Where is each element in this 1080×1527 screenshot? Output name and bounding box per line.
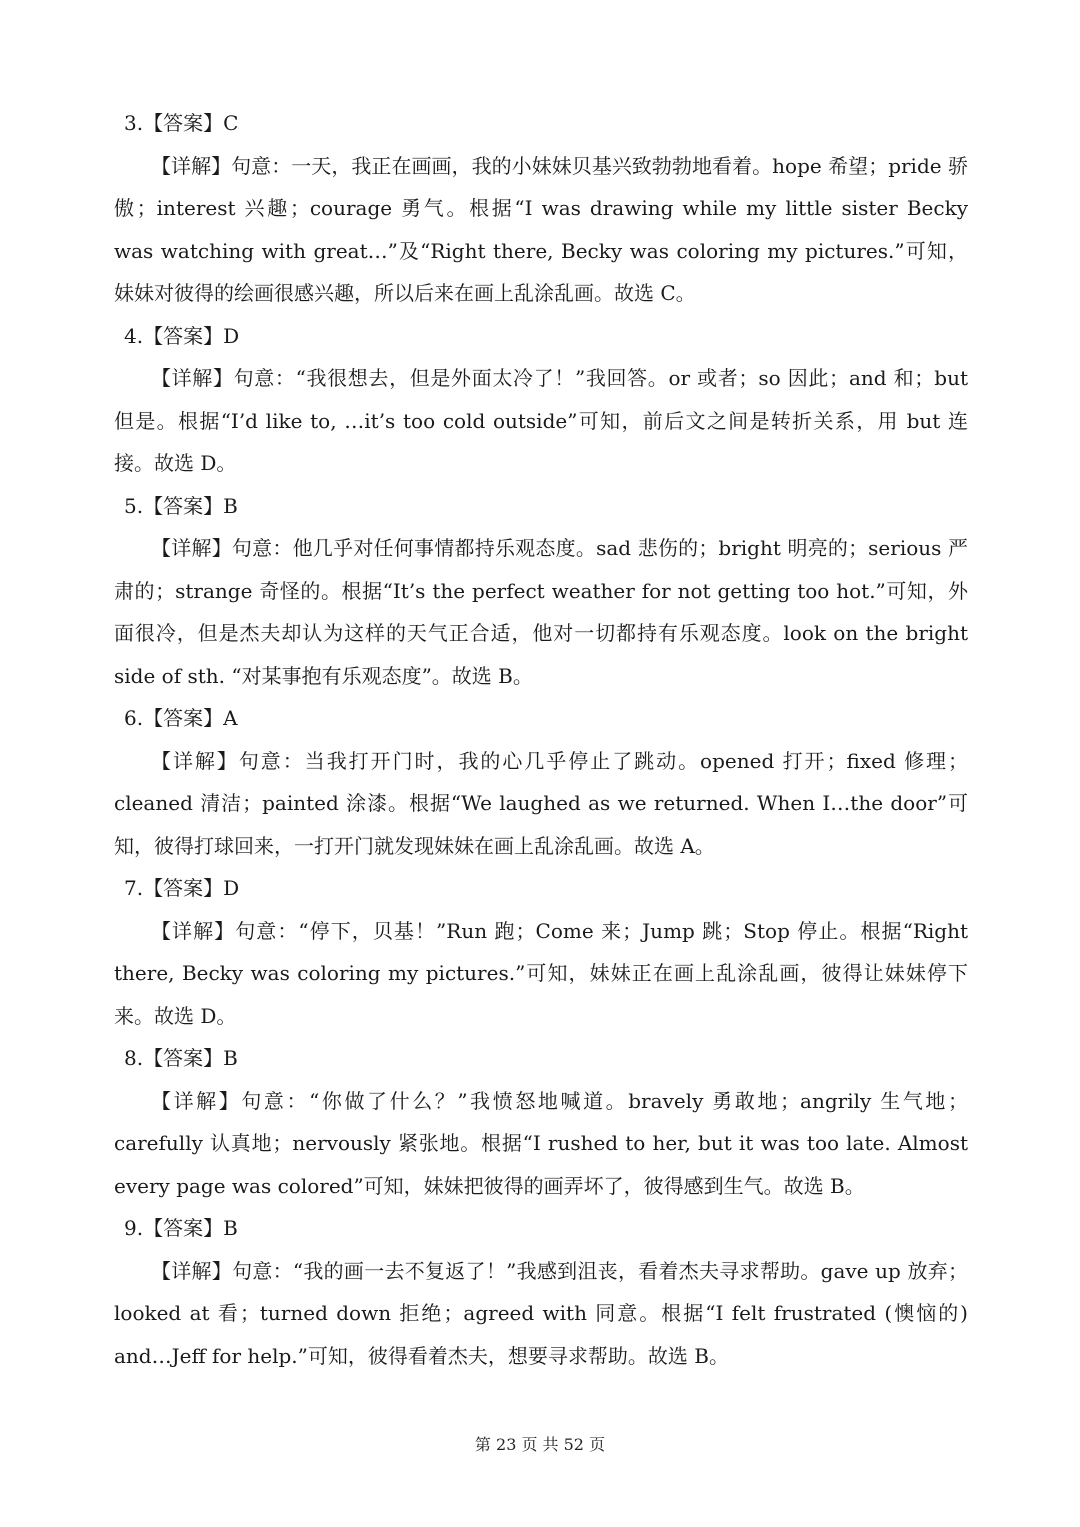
answer-explanation: 【详解】句意：“我的画一去不复返了！”我感到沮丧，看着杰夫寻求帮助。gave up 放弃；looked at 看；turned down 拒绝；agreed with 同意。根据“I felt frustrated (懊恼的) and…Jeff for help.”可知，彼得看着杰夫，想要寻求帮助。故选 B。 [114, 1258, 968, 1368]
answer-list [114, 102, 968, 1377]
answer-item-3 [114, 102, 968, 315]
answer-line: 6.【答案】A [124, 706, 238, 730]
answer-line: 3.【答案】C [124, 111, 239, 135]
answer-explanation: 【详解】句意：一天，我正在画画，我的小妹妹贝基兴致勃勃地看着。hope 希望；pride 骄傲；interest 兴趣；courage 勇气。根据“I was drawing while my little sister Becky was watching with great…”及“Right there, Becky was coloring my pictures.”可知，妹妹对彼得的绘画很感兴趣，所以后来在画上乱涂乱画。故选 C。 [114, 153, 968, 305]
answer-item-9 [114, 1207, 968, 1377]
answer-line: 7.【答案】D [124, 876, 240, 900]
answer-item-7 [114, 867, 968, 1037]
answer-item-4 [114, 315, 968, 485]
answer-line: 5.【答案】B [124, 493, 238, 518]
answer-item-6 [114, 697, 968, 867]
answer-line: 8.【答案】B [124, 1046, 238, 1070]
answer-line: 9.【答案】B [124, 1216, 238, 1240]
answer-line: 4.【答案】D [124, 323, 240, 348]
answer-explanation: 【详解】句意：“你做了什么？”我愤怒地喊道。bravely 勇敢地；angrily 生气地；carefully 认真地；nervously 紧张地。根据“I rushed to her, but it was too late. Almost every page was colored”可知，妹妹把彼得的画弄坏了，彼得感到生气。故选 B。 [114, 1088, 968, 1198]
page-number-footer: 第 23 页 共 52 页 [474, 1435, 606, 1454]
answer-explanation: 【详解】句意：当我打开门时，我的心几乎停止了跳动。opened 打开；fixed 修理；cleaned 清洁；painted 涂漆。根据“We laughed as we returned. When I…the door”可知，彼得打球回来，一打开门就发现妹妹在画上乱涂乱画。故选 A。 [114, 748, 968, 858]
answer-item-5 [114, 485, 968, 698]
answer-explanation: 【详解】句意：“我很想去，但是外面太冷了！”我回答。or 或者；so 因此；and 和；but 但是。根据“I’d like to, …it’s too cold outside”可知，前后文之间是转折关系，用 but 连接。故选 D。 [114, 366, 968, 475]
answer-explanation: 【详解】句意：“停下，贝基！”Run 跑；Come 来；Jump 跳；Stop 停止。根据“Right there, Becky was coloring my pictures.”可知，妹妹正在画上乱涂乱画，彼得让妹妹停下来。故选 D。 [114, 918, 968, 1028]
answer-explanation: 【详解】句意：他几乎对任何事情都持乐观态度。sad 悲伤的；bright 明亮的；serious 严肃的；strange 奇怪的。根据“It’s the perfect weather for not getting too hot.”可知，外面很冷，但是杰夫却认为这样的天气正合适，他对一切都持有乐观态度。look on the bright side of sth. “对某事抱有乐观态度”。故选 B。 [114, 536, 968, 688]
answer-item-8 [114, 1037, 968, 1207]
